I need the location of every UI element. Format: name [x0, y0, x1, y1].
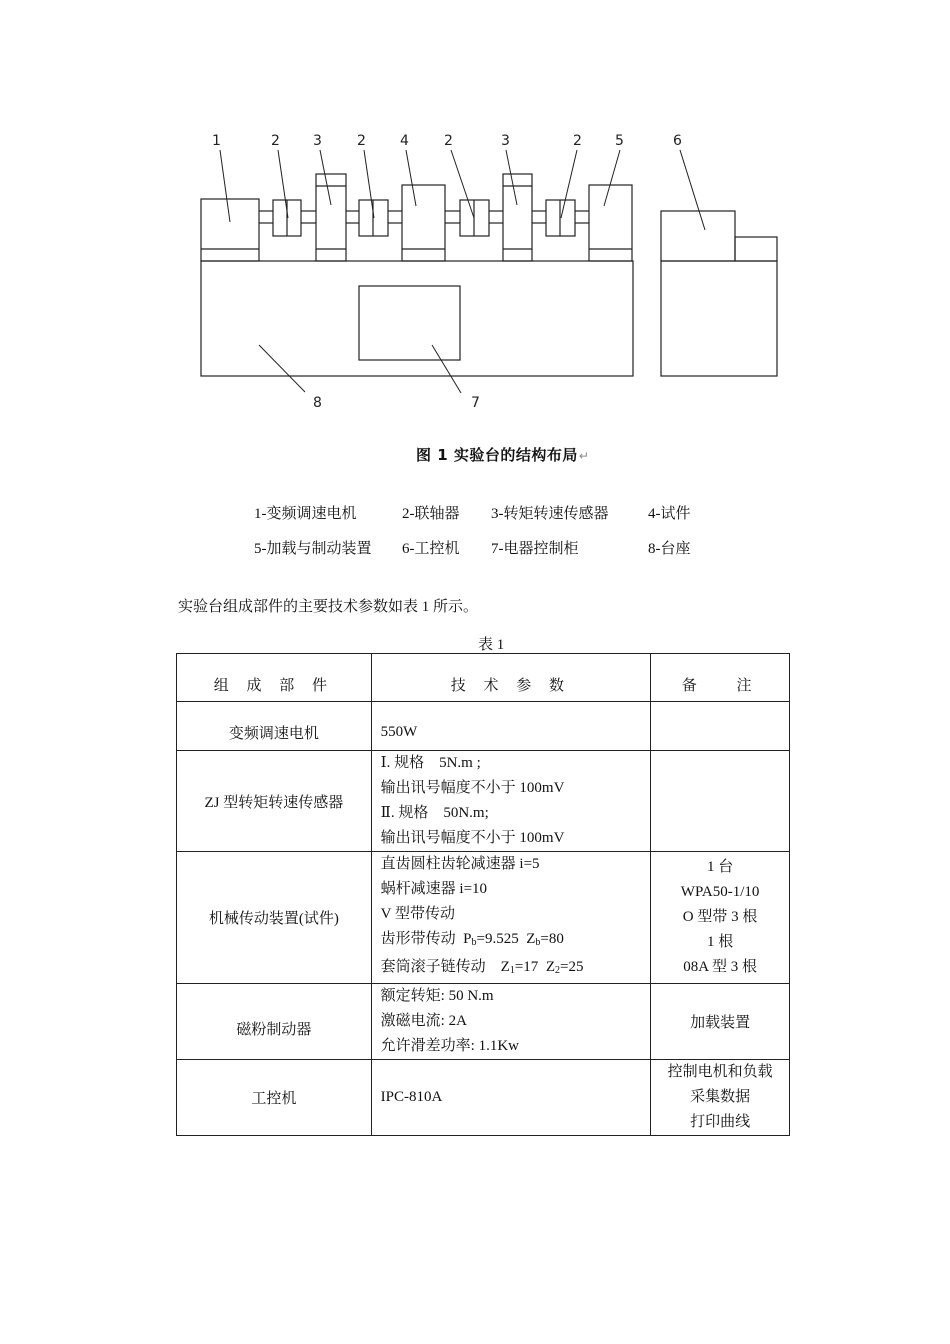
legend-item: 3-转矩转速传感器	[491, 506, 609, 522]
table-row	[177, 1060, 790, 1136]
computer-6-base	[661, 261, 777, 376]
computer-6-upper	[661, 211, 735, 261]
table-row	[177, 852, 790, 984]
intro-paragraph: 实验台组成部件的主要技术参数如表 1 所示。	[178, 599, 479, 615]
param-text: 套筒滚子链传动	[380, 959, 486, 975]
legend-item: 5-加载与制动装置	[254, 541, 372, 557]
param-line: 激磁电流: 2A	[380, 1013, 467, 1029]
param-line: V 型带传动	[380, 906, 455, 922]
callout-label: 8	[313, 395, 322, 411]
shafts	[259, 211, 589, 223]
figure-caption-text: 图 1 实验台的结构布局	[416, 446, 578, 464]
callout-label: 5	[615, 133, 624, 149]
structure-diagram	[0, 0, 950, 440]
note-line: O 型带 3 根	[682, 909, 758, 925]
note-line: 1 根	[706, 934, 734, 950]
figure-caption	[416, 444, 589, 465]
param-line: 额定转矩: 50 N.m	[380, 988, 494, 1004]
legend-item: 1-变频调速电机	[254, 506, 357, 522]
legend-item: 2-联轴器	[402, 506, 460, 522]
table-caption: 表 1	[478, 637, 505, 653]
legend-item: 4-试件	[648, 506, 691, 522]
symbol: Z	[500, 959, 510, 975]
param-line: Ⅱ. 规格 50N.m;	[380, 805, 489, 821]
param-line: 直齿圆柱齿轮减速器 i=5	[380, 856, 540, 872]
cell-params	[371, 751, 651, 852]
specimen-4	[402, 185, 445, 261]
subscript: b	[535, 937, 541, 948]
cell-notes	[651, 852, 790, 984]
param-text: 齿形带传动	[380, 931, 456, 947]
note-line: 控制电机和负载	[667, 1064, 773, 1080]
callout-label: 2	[357, 133, 366, 149]
value: =80	[540, 931, 564, 947]
param-line: 550W	[380, 723, 418, 740]
parameters-table	[176, 653, 790, 1136]
note-line: 1 台	[706, 859, 734, 875]
cell-notes	[651, 1060, 790, 1136]
legend-item: 8-台座	[648, 541, 691, 557]
table-row	[177, 751, 790, 852]
sensor-3a	[316, 174, 346, 261]
cell-notes	[651, 702, 790, 751]
cell-params	[371, 1060, 651, 1136]
callout-label: 2	[444, 133, 453, 149]
cell-part: 变频调速电机	[177, 702, 372, 751]
header-notes: 备 注	[651, 654, 790, 702]
cell-part: 磁粉制动器	[177, 984, 372, 1060]
subscript: 1	[509, 965, 515, 976]
symbol: Z	[545, 959, 555, 975]
cell-notes: 加载装置	[651, 984, 790, 1060]
callout-label: 2	[573, 133, 582, 149]
param-line: 蜗杆减速器 i=10	[380, 881, 488, 897]
control-cabinet-7	[359, 286, 460, 360]
callout-label: 3	[313, 133, 322, 149]
subscript: b	[471, 937, 477, 948]
param-line: IPC-810A	[380, 1089, 443, 1105]
param-line: 输出讯号幅度不小于 100mV	[380, 830, 565, 846]
computer-6-side	[735, 237, 777, 261]
sensor-3b	[503, 174, 532, 261]
param-line-belt	[381, 927, 651, 955]
note-line: 采集数据	[690, 1089, 751, 1105]
motor-1	[201, 199, 259, 261]
paragraph-mark: ↵	[578, 449, 590, 463]
header-params: 技 术 参 数	[371, 654, 651, 702]
note-line: 打印曲线	[690, 1114, 751, 1130]
cell-params	[371, 852, 651, 984]
param-line-chain	[381, 955, 651, 983]
value: =25	[559, 959, 584, 975]
cell-part: 机械传动装置(试件)	[177, 852, 372, 984]
base-8	[201, 261, 633, 376]
symbol: Z	[526, 931, 536, 947]
callout-label: 7	[471, 395, 480, 411]
table-row	[177, 702, 790, 751]
subscript: 2	[554, 965, 560, 976]
header-part: 组 成 部 件	[177, 654, 372, 702]
param-line: 输出讯号幅度不小于 100mV	[380, 780, 565, 796]
value: =9.525	[476, 931, 519, 947]
param-line: Ⅰ. 规格 5N.m ;	[380, 755, 481, 771]
callout-label: 1	[212, 133, 221, 149]
cell-part: ZJ 型转矩转速传感器	[177, 751, 372, 852]
callout-label: 2	[271, 133, 280, 149]
cell-part: 工控机	[177, 1060, 372, 1136]
legend-item: 7-电器控制柜	[491, 541, 579, 557]
table-header-row	[177, 654, 790, 702]
cell-params	[371, 702, 651, 751]
note-line: WPA50-1/10	[680, 884, 760, 900]
callout-label: 3	[501, 133, 510, 149]
cell-params	[371, 984, 651, 1060]
note-line: 08A 型 3 根	[683, 959, 757, 975]
callout-label: 6	[673, 133, 682, 149]
brake-5	[589, 185, 632, 261]
symbol: P	[463, 931, 472, 947]
param-line: 允许滑差功率: 1.1Kw	[380, 1038, 519, 1054]
cell-notes	[651, 751, 790, 852]
legend-item: 6-工控机	[402, 541, 460, 557]
table-row	[177, 984, 790, 1060]
callout-label: 4	[400, 133, 409, 149]
value: =17	[514, 959, 539, 975]
